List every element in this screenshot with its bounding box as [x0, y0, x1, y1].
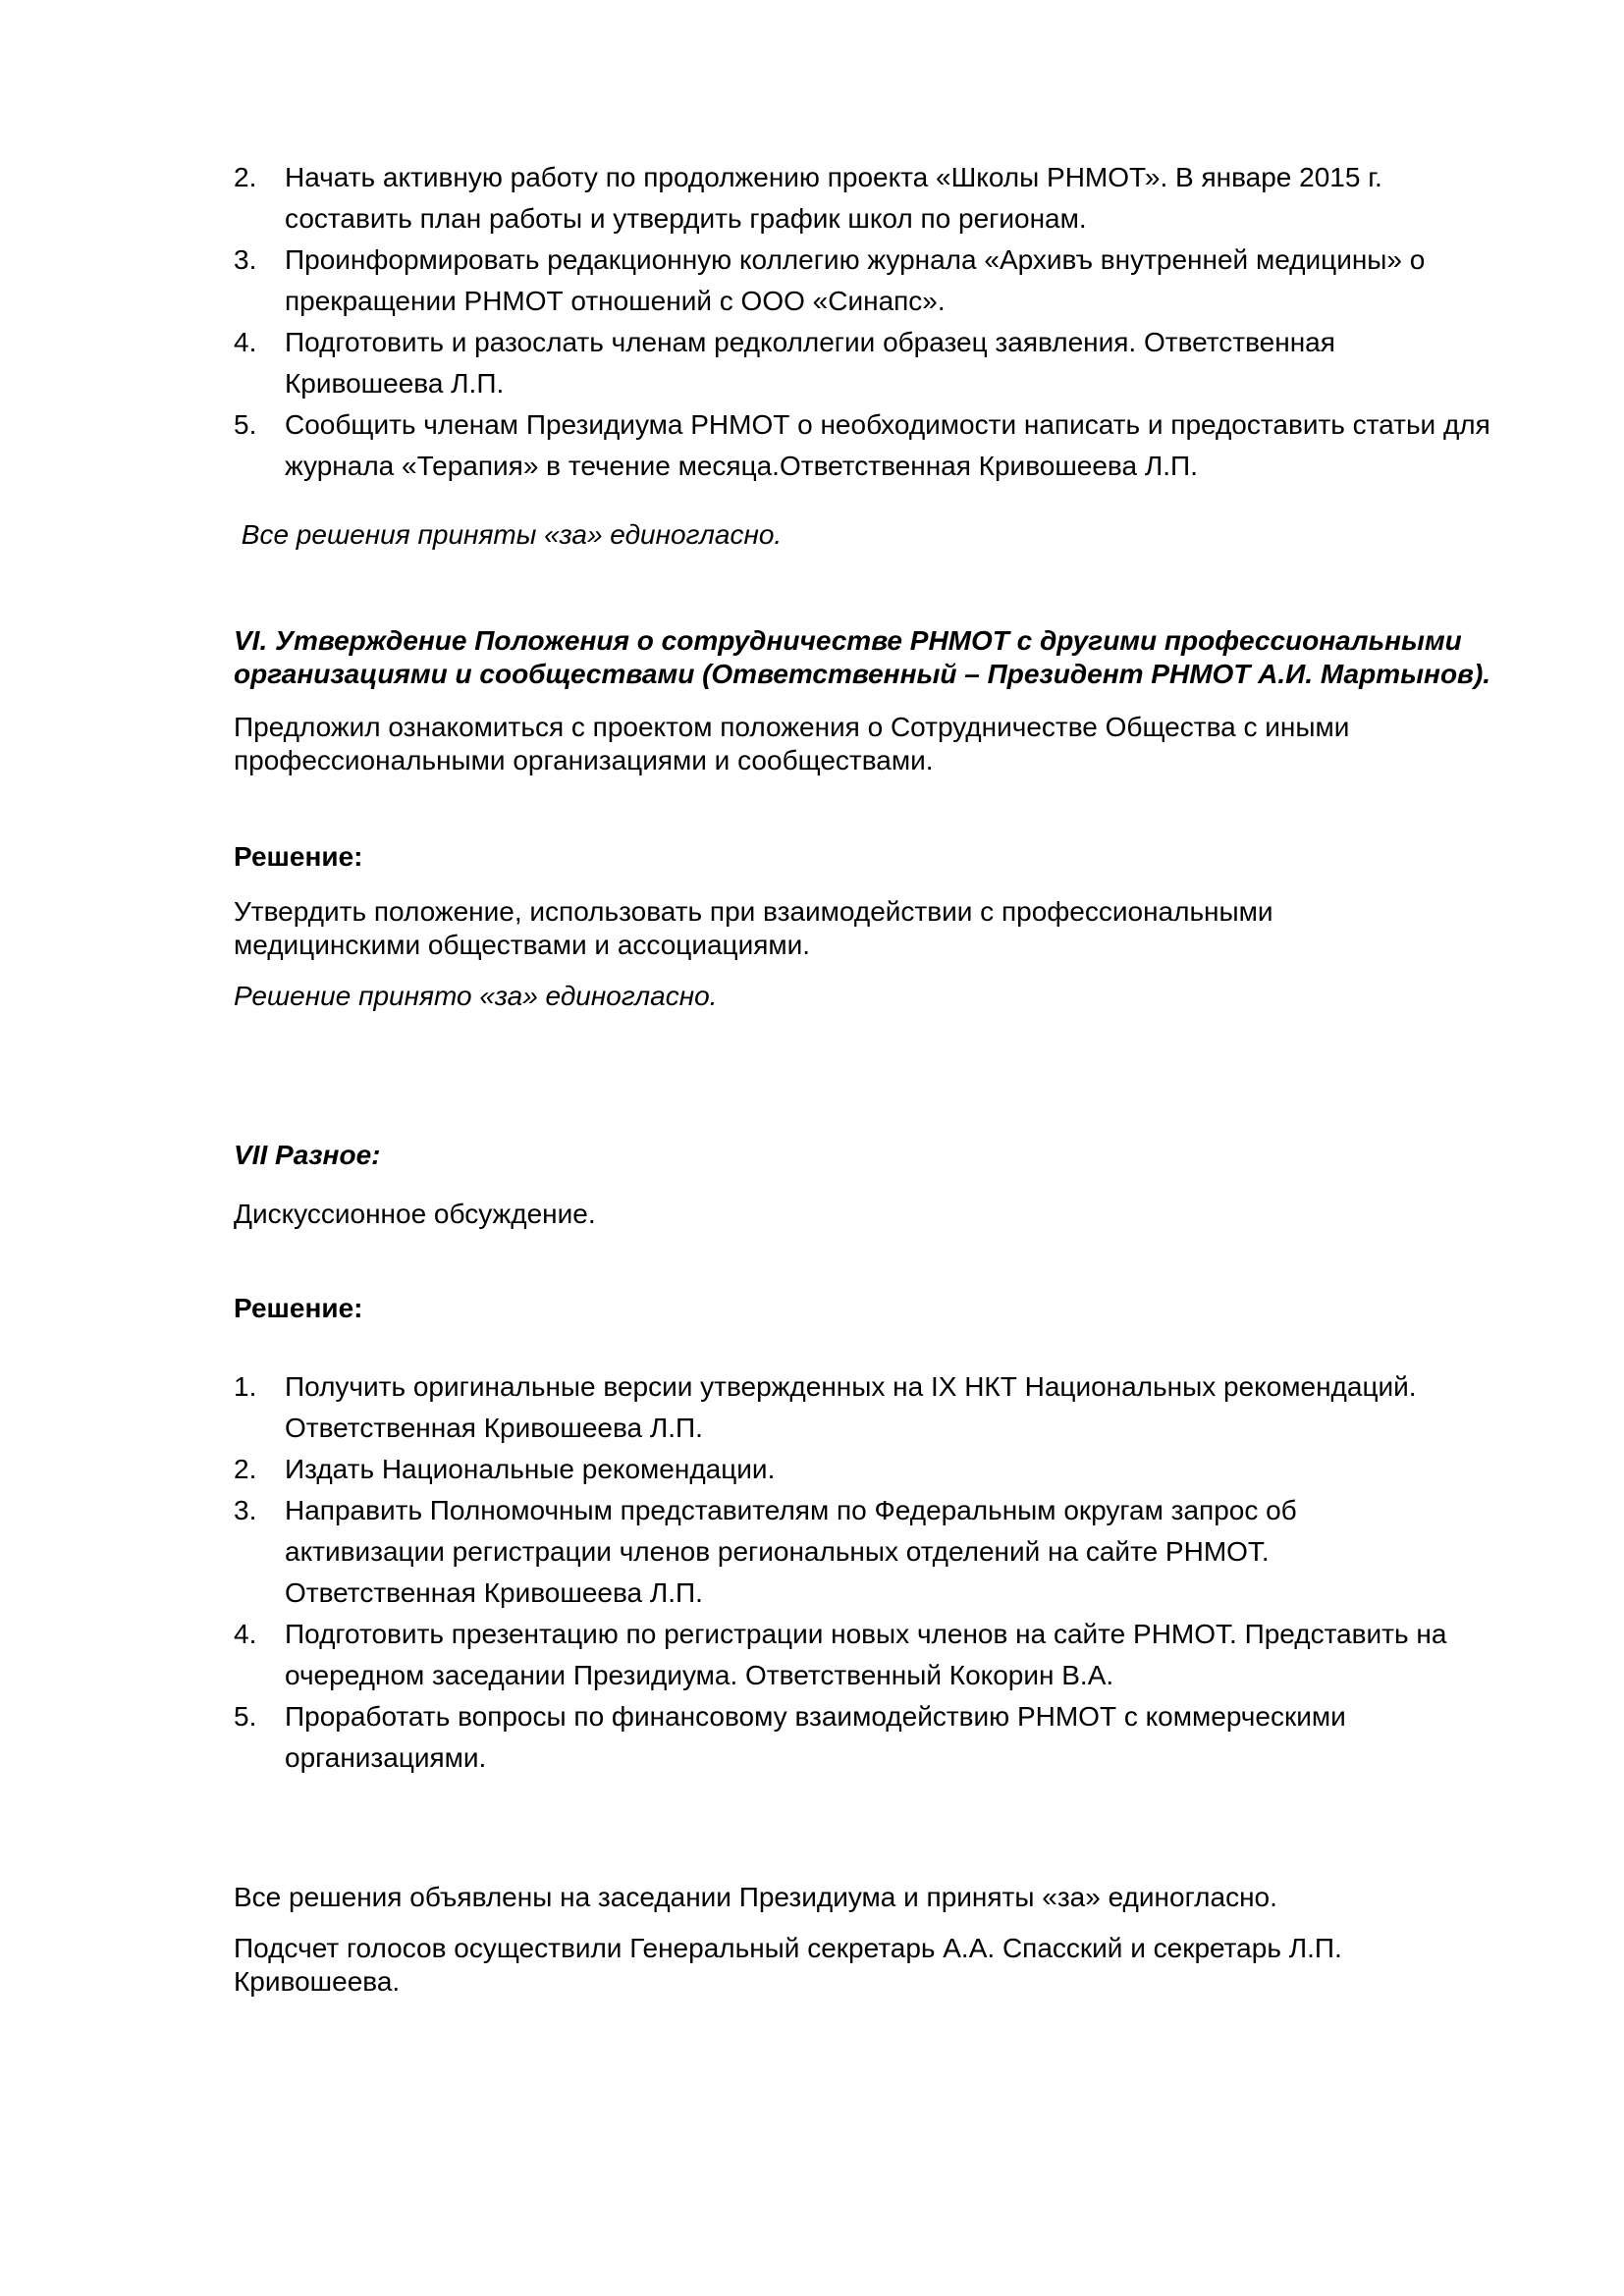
section-6-decision-label: Решение:: [234, 841, 363, 872]
list-item-number: 3.: [234, 1495, 257, 1525]
document-page: [234, 157, 1510, 1999]
list-item: [234, 1614, 1571, 1696]
section-7-decision-label: Решение:: [234, 1293, 363, 1323]
list-item-number: 5.: [234, 1701, 257, 1732]
section-7-heading: VII Разное:: [234, 1140, 381, 1170]
list-item-text: Начать активную работу по продолжению проекта «Школы РНМОТ». В январе 2015 г. составить план работы и утвердить график школ по регионам.: [285, 162, 1382, 234]
list-item: [234, 240, 1510, 322]
list-item-number: 1.: [234, 1371, 257, 1402]
section-6-proposal: Предложил ознакомиться с проектом положения о Сотрудничестве Общества с иными профессиональными организациями и сообществами.: [234, 712, 1350, 775]
decision-list-2: [234, 1366, 1510, 1779]
list-item-number: 5.: [234, 409, 257, 440]
all-decisions-vote: Все решения приняты «за» единогласно.: [234, 519, 783, 550]
list-item: [234, 157, 1510, 240]
closing-all-decisions: Все решения объявлены на заседании Президиума и приняты «за» единогласно.: [234, 1882, 1277, 1912]
list-item-text: Получить оригинальные версии утвержденных на IX НКТ Национальных рекомендаций. Ответственная Кривошеева Л.П.: [285, 1371, 1417, 1443]
list-item-text: Проработать вопросы по финансовому взаимодействию РНМОТ с коммерческими организациями.: [285, 1701, 1346, 1773]
list-item: [234, 404, 1561, 487]
closing-vote-count: Подсчет голосов осуществили Генеральный секретарь А.А. Спасский и секретарь Л.П. Кривошеева.: [234, 1933, 1342, 1997]
decision-list-1: [234, 157, 1510, 487]
section-7-discussion: Дискуссионное обсуждение.: [234, 1199, 596, 1229]
list-item-text: Подготовить презентацию по регистрации новых членов на сайте РНМОТ. Представить на очередном заседании Президиума. Ответственный Кокорин В.А.: [285, 1619, 1447, 1690]
list-item-text: Издать Национальные рекомендации.: [285, 1454, 776, 1484]
section-6-decision-text: Утвердить положение, использовать при взаимодействии с профессиональными медицинскими обществами и ассоциациями.: [234, 896, 1273, 960]
list-item-text: Проинформировать редакционную коллегию журнала «Архивъ внутренней медицины» о прекращении РНМОТ отношений с ООО «Синапс».: [285, 244, 1426, 316]
list-item-text: Подготовить и разослать членам редколлегии образец заявления. Ответственная Кривошеева Л.П.: [285, 327, 1335, 399]
list-item-number: 4.: [234, 327, 257, 357]
list-item-text: Сообщить членам Президиума РНМОТ о необходимости написать и предоставить статьи для журнала «Терапия» в течение месяца.Ответственная Кривошеева Л.П.: [285, 409, 1490, 481]
list-item: [234, 1490, 1443, 1614]
section-6-decision-vote: Решение принято «за» единогласно.: [234, 981, 718, 1011]
section-6-heading: VI. Утверждение Положения о сотрудничестве РНМОТ с другими профессиональными организациями и сообществами (Ответственный – Президент РНМОТ А.И. Мартынов).: [234, 625, 1491, 689]
list-item: [234, 322, 1424, 404]
list-item: [234, 1696, 1502, 1779]
list-item-number: 2.: [234, 162, 257, 192]
list-item: [234, 1366, 1561, 1449]
list-item-number: 4.: [234, 1619, 257, 1649]
list-item-text: Направить Полномочным представителям по Федеральным округам запрос об активизации регистрации членов региональных отделений на сайте РНМОТ. Ответственная Кривошеева Л.П.: [285, 1495, 1297, 1608]
list-item-number: 3.: [234, 244, 257, 275]
list-item: [234, 1449, 1510, 1490]
list-item-number: 2.: [234, 1454, 257, 1484]
